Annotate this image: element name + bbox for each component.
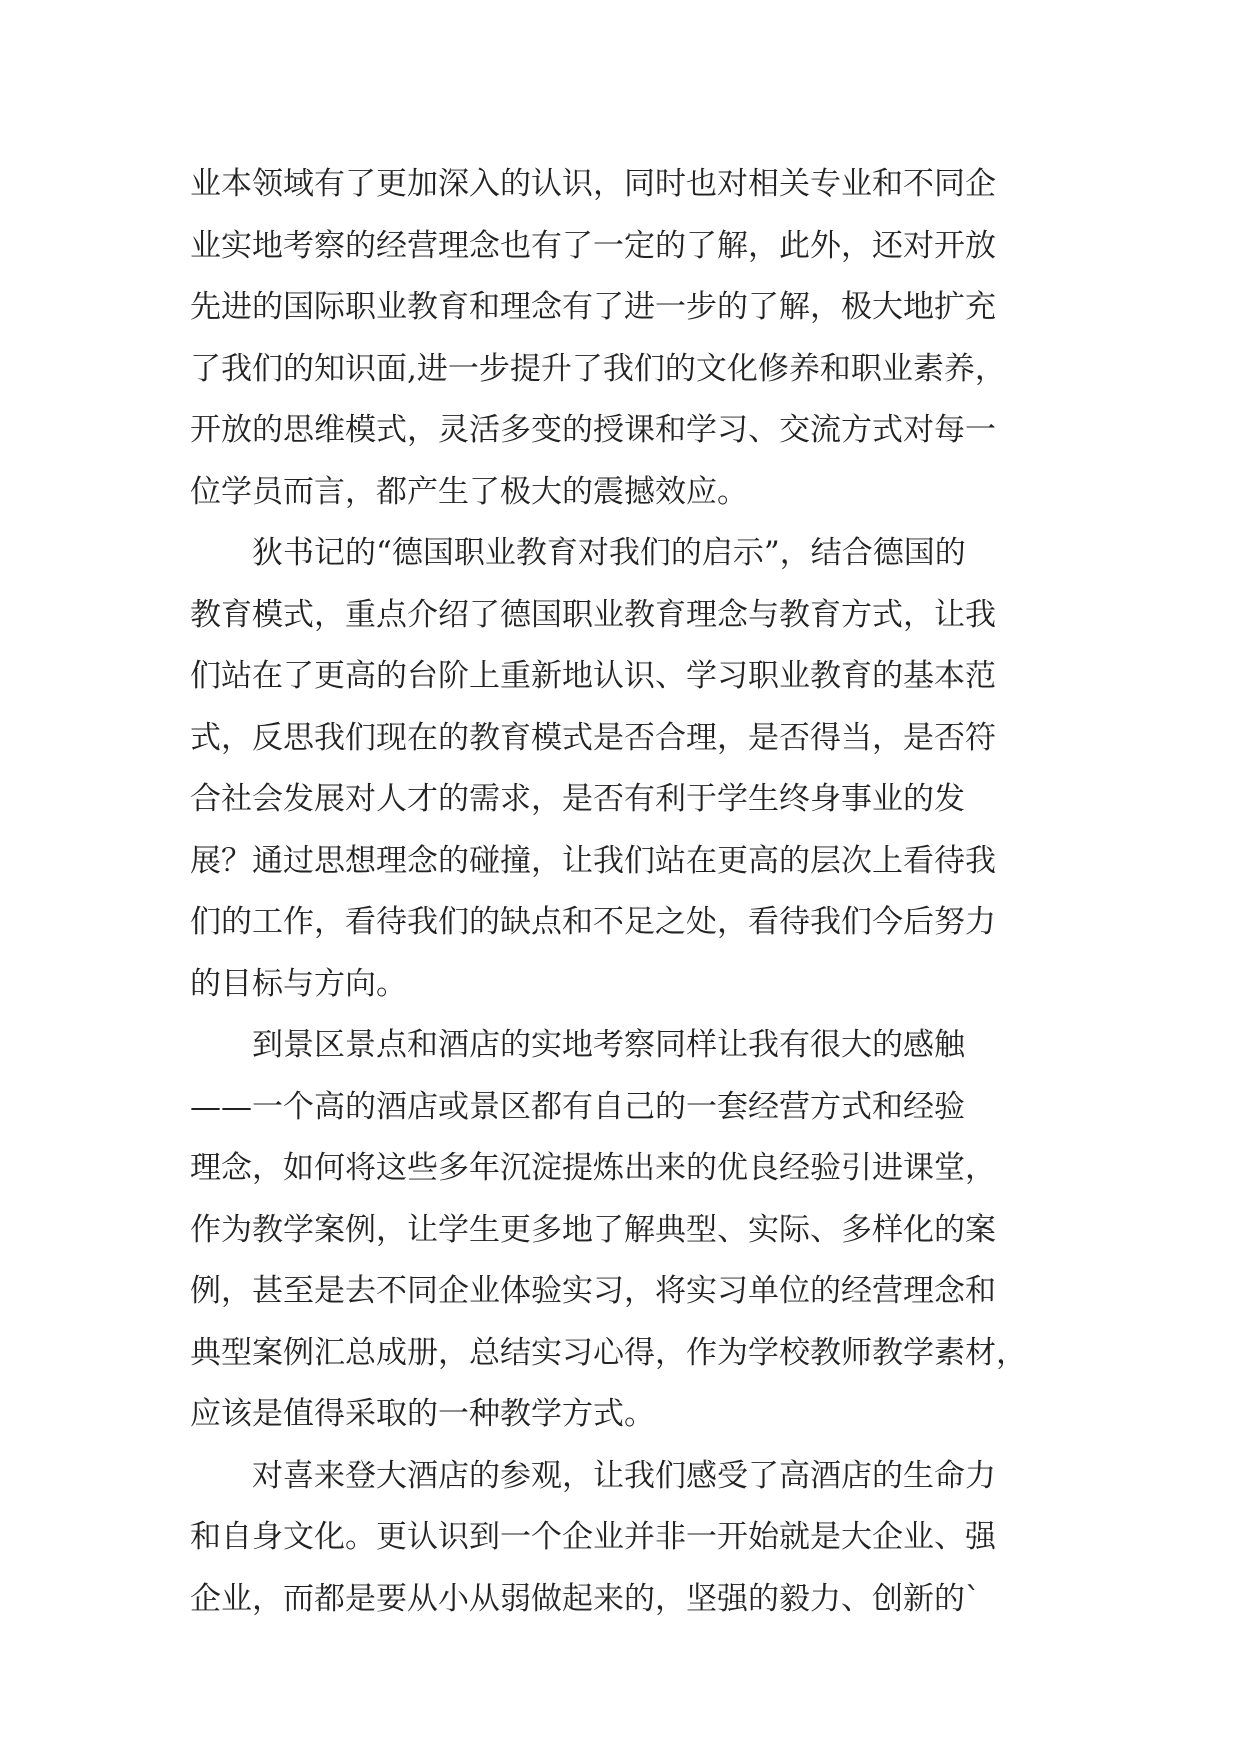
text-line: 们站在了更高的台阶上重新地认识、学习职业教育的基本范	[190, 658, 996, 694]
text-line: 作为教学案例，让学生更多地了解典型、实际、多样化的案	[190, 1211, 996, 1248]
text-line: 了我们的知识面,进一步提升了我们的文化修养和职业素养，	[190, 350, 1006, 387]
text-line: 到景区景点和酒店的实地考察同样让我有很大的感触	[252, 1027, 965, 1063]
text-line: 的目标与方向。	[190, 965, 407, 1002]
text-line: 式，反思我们现在的教育模式是否合理，是否得当，是否符	[190, 719, 996, 756]
text-line: 先进的国际职业教育和理念有了进一步的了解，极大地扩充	[190, 289, 996, 325]
text-line: 业实地考察的经营理念也有了一定的了解，此外，还对开放	[190, 227, 996, 264]
text-line: 展？通过思想理念的碰撞，让我们站在更高的层次上看待我	[190, 842, 996, 879]
text-line: 例，甚至是去不同企业体验实习，将实习单位的经营理念和	[190, 1273, 996, 1309]
text-line: 和自身文化。更认识到一个企业并非一开始就是大企业、强	[190, 1519, 996, 1555]
paragraph-3	[190, 1015, 1070, 1446]
text-line: 们的工作，看待我们的缺点和不足之处，看待我们今后努力	[190, 904, 996, 940]
document-body	[190, 154, 1070, 1630]
text-line: 狄书记的“德国职业教育对我们的启示”，结合德国的	[252, 535, 966, 571]
text-line: 位学员而言，都产生了极大的震撼效应。	[190, 473, 748, 510]
paragraph-1	[190, 154, 1070, 523]
text-line: 合社会发展对人才的需求，是否有利于学生终身事业的发	[190, 781, 965, 817]
text-line: 应该是值得采取的一种教学方式。	[190, 1396, 655, 1432]
text-line: 对喜来登大酒店的参观，让我们感受了高酒店的生命力	[252, 1457, 996, 1494]
text-line: 企业，而都是要从小从弱做起来的，坚强的毅力、创新的`	[190, 1580, 981, 1617]
paragraph-2	[190, 523, 1070, 1015]
text-line: ——一个高的酒店或景区都有自己的一套经营方式和经验	[190, 1088, 965, 1125]
text-line: 业本领域有了更加深入的认识，同时也对相关专业和不同企	[190, 166, 996, 202]
text-line: 典型案例汇总成册，总结实习心得，作为学校教师教学素材，	[190, 1334, 1027, 1371]
paragraph-4	[190, 1446, 1070, 1631]
text-line: 教育模式，重点介绍了德国职业教育理念与教育方式，让我	[190, 596, 996, 633]
text-line: 理念，如何将这些多年沉淀提炼出来的优良经验引进课堂，	[190, 1150, 996, 1186]
text-line: 开放的思维模式，灵活多变的授课和学习、交流方式对每一	[190, 412, 996, 448]
